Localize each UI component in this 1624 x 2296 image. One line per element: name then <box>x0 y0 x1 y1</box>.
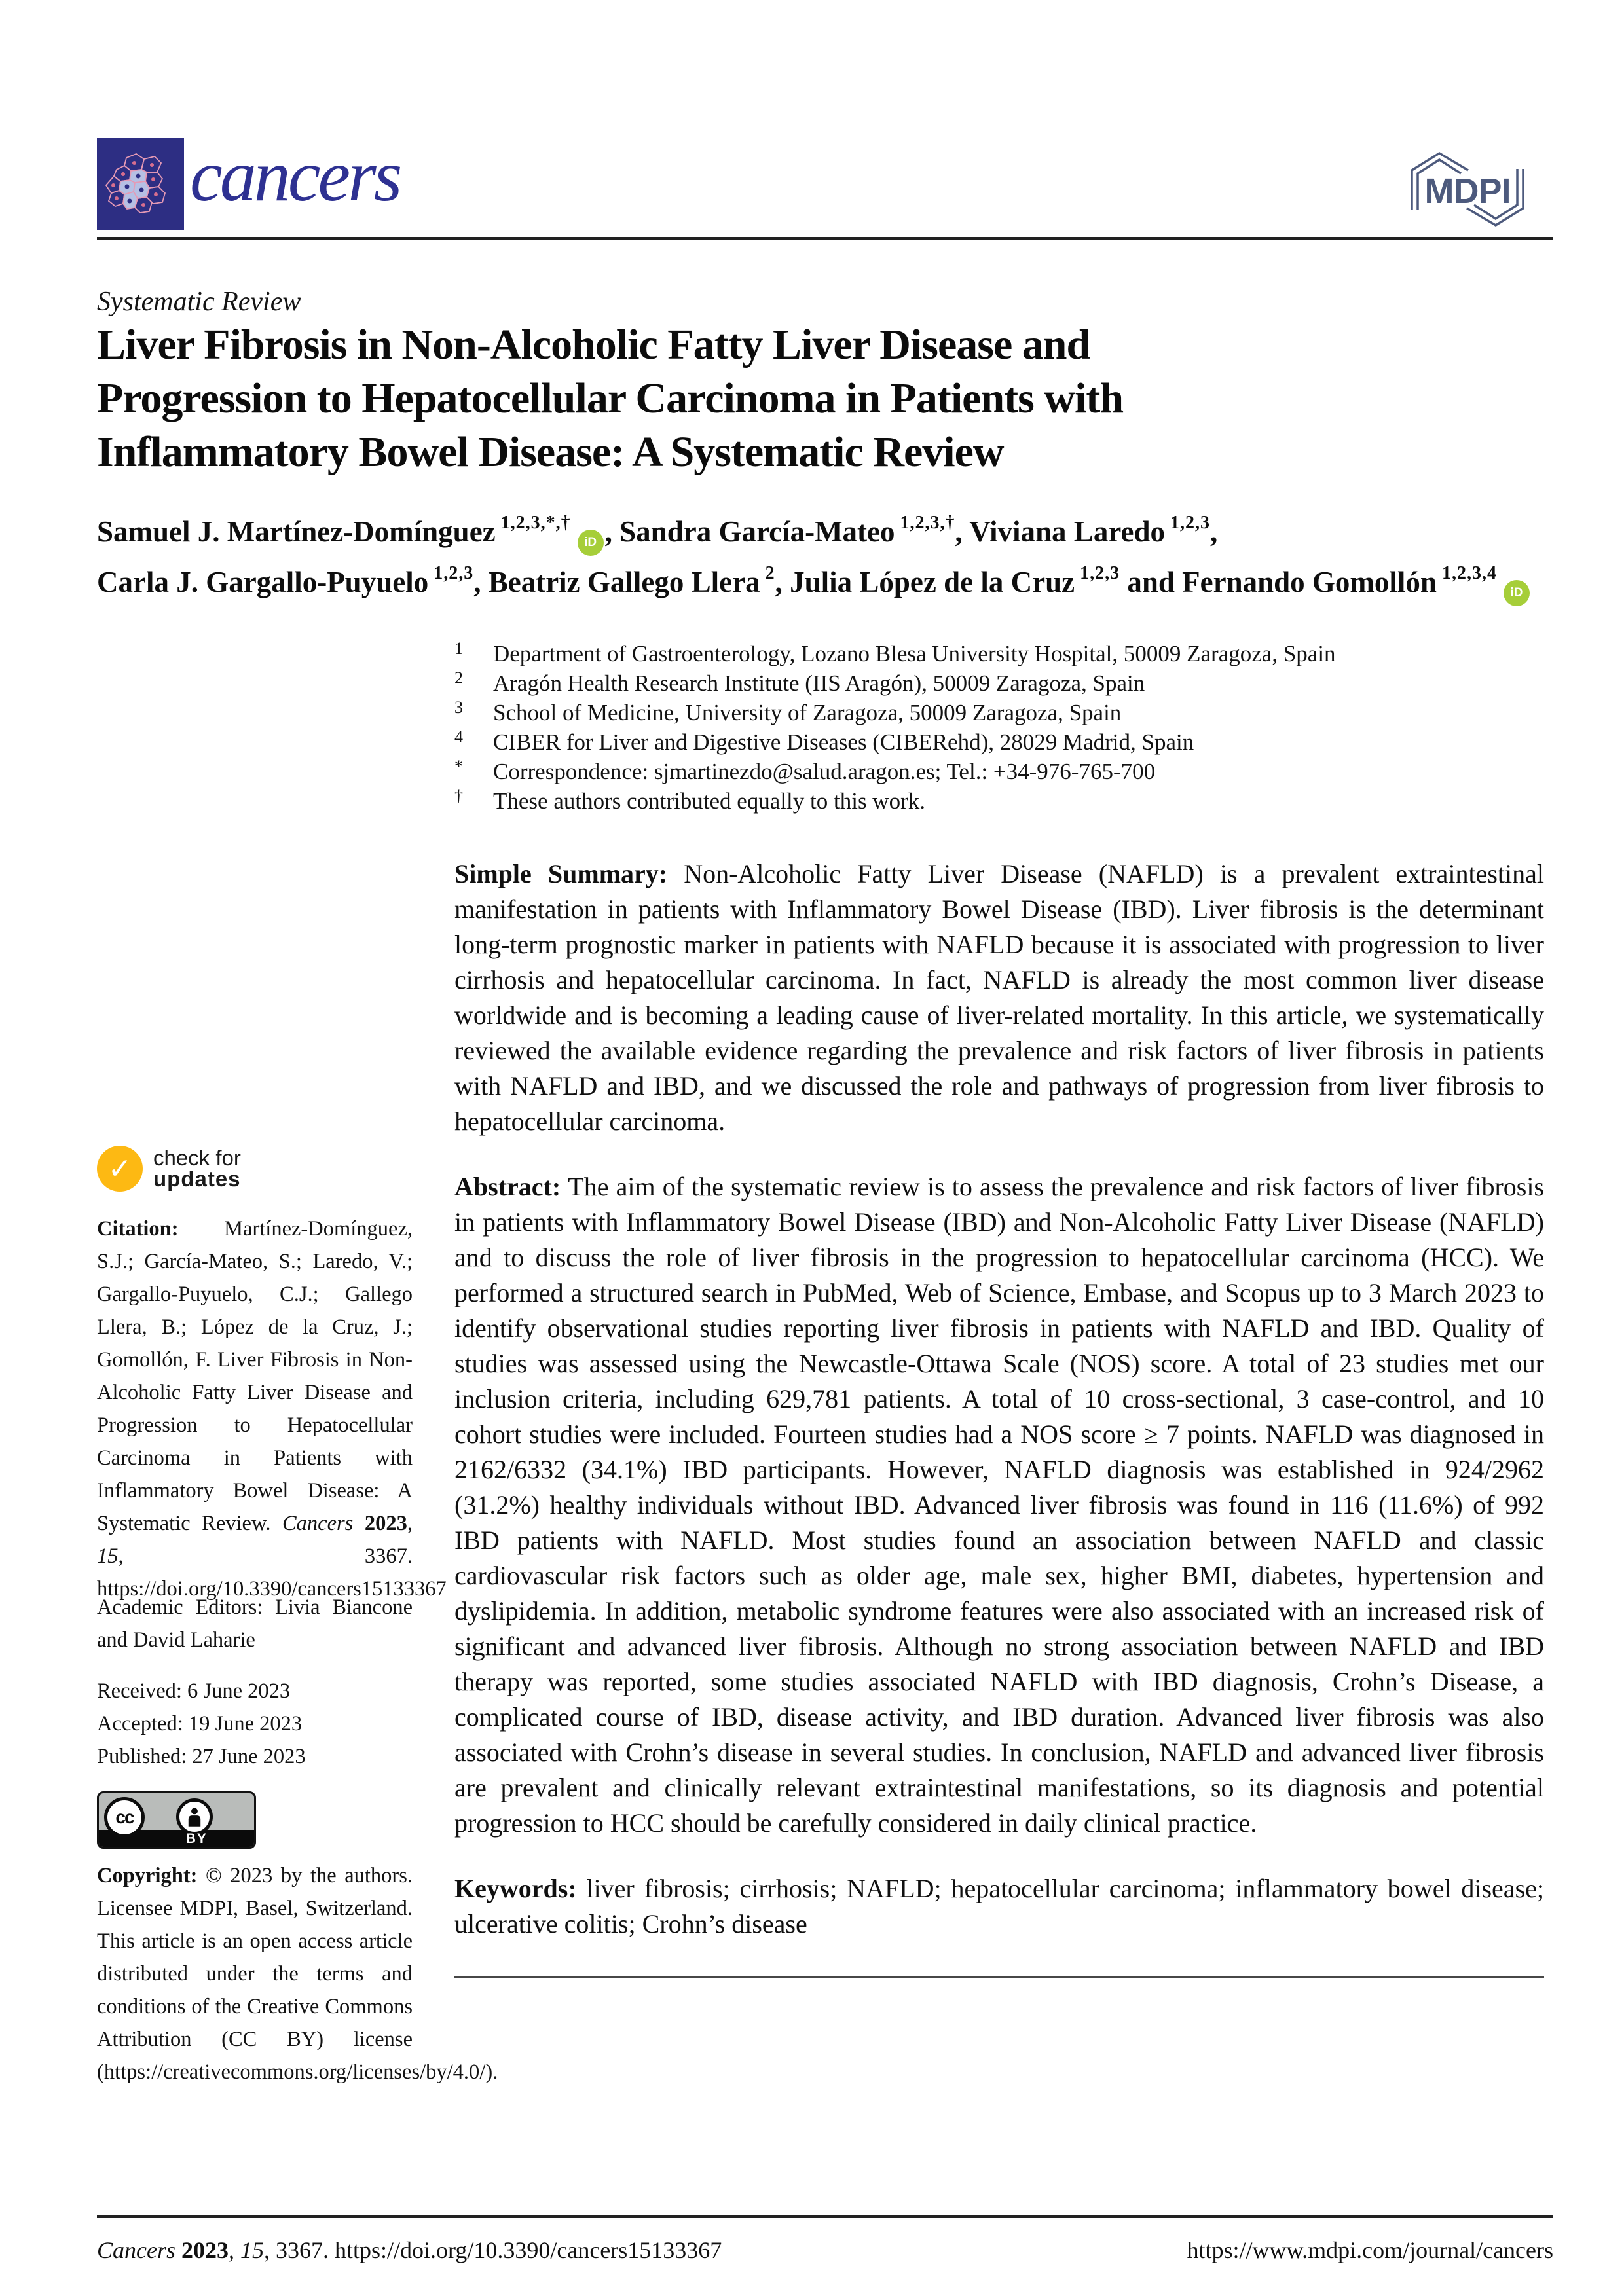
cc-icon: cc <box>104 1797 145 1838</box>
affiliation-marker: 4 <box>454 727 463 746</box>
affiliation-text: CIBER for Liver and Digestive Diseases (CIBERehd), 28029 Madrid, Spain <box>493 729 1194 755</box>
text-segment: Non-Alcoholic Fatty Liver Disease (NAFLD) is a prevalent extraintestinal manifestation in patients with Inflammatory Bowel Disease (IBD). Liver fibrosis is the determinant long-term prognostic marker in patients with NAFLD because it is associated with progression to liver cirrhosis and hepatocellular carcinoma. In fact, NAFLD is already the most common liver disease worldwide and is becoming a leading cause of liver-related mortality. In this article, we systematically reviewed the available evidence regarding the prevalence and risk factors of liver fibrosis in patients with NAFLD and IBD, and we discussed the role and pathways of progression from liver fibrosis to hepatocellular carcinoma. <box>454 859 1544 1136</box>
received-date: Received: 6 June 2023 <box>97 1679 291 1703</box>
affiliation-marker: 3 <box>454 698 463 717</box>
affiliation-row <box>454 757 1555 786</box>
academic-editors: Academic Editors: Livia Biancone and David Laharie <box>97 1595 413 1652</box>
author-affiliation-superscript: 1,2,3 <box>434 563 474 583</box>
text-segment: Abstract: <box>454 1172 568 1201</box>
text-segment: Keywords: <box>454 1874 587 1903</box>
text-segment: Copyright: <box>97 1864 206 1887</box>
title-line: Inflammatory Bowel Disease: A Systematic Review <box>97 428 1004 476</box>
mdpi-logo-text: MDPI <box>1424 172 1511 211</box>
accepted-date: Accepted: 19 June 2023 <box>97 1712 303 1736</box>
check-for-updates-label <box>153 1148 241 1190</box>
author-name: Samuel J. Martínez-Domínguez <box>97 515 496 548</box>
title-line: Liver Fibrosis in Non-Alcoholic Fatty Liver Disease and <box>97 321 1090 369</box>
check-for-updates-button[interactable] <box>97 1146 241 1192</box>
cc-by-label: BY <box>185 1831 208 1846</box>
article-title <box>97 318 1446 479</box>
link-text[interactable]: https://creativecommons.org/licenses/by/4.0/ <box>103 2060 486 2084</box>
author-affiliation-superscript: 1,2,3,*,† <box>500 513 571 533</box>
text-segment: , 3367. <box>118 1544 413 1568</box>
published-date: Published: 27 June 2023 <box>97 1745 306 1768</box>
mdpi-logo <box>1409 151 1526 232</box>
affiliation-marker: † <box>454 786 463 805</box>
journal-wordmark: cancers <box>190 136 400 217</box>
affiliation-text: School of Medicine, University of Zaragoza, 50009 Zaragoza, Spain <box>493 700 1122 725</box>
orcid-icon[interactable]: iD <box>1504 580 1530 606</box>
author-affiliation-superscript: 1,2,3 <box>1170 513 1210 533</box>
check-for-updates-line2: updates <box>153 1167 241 1191</box>
orcid-icon[interactable]: iD <box>578 530 604 556</box>
text-segment: © 2023 by the authors. Licensee MDPI, Basel, Switzerland. This article is an open access article distributed under the terms and conditions of the Creative Commons Attribution (CC BY) license ( <box>97 1864 413 2084</box>
keywords-divider <box>454 1976 1544 1978</box>
author-name: , Sandra García-Mateo <box>604 515 895 548</box>
check-for-updates-line1: check for <box>153 1146 241 1170</box>
history-dates <box>97 1675 413 1773</box>
author-list <box>97 505 1557 606</box>
link-text[interactable]: https://doi.org/10.3390/cancers15133367 <box>335 2237 722 2263</box>
affiliation-marker: 2 <box>454 668 463 687</box>
simple-summary <box>454 856 1544 1139</box>
footer-journal-url[interactable]: https://www.mdpi.com/journal/cancers <box>1187 2237 1553 2263</box>
text-segment: 15 <box>240 2237 264 2263</box>
cancers-journal-logo <box>97 138 184 230</box>
author-name: and Fernando Gomollón <box>1120 566 1437 598</box>
header-divider <box>97 237 1553 240</box>
text-segment: The aim of the systematic review is to assess the prevalence and risk factors of liver fibrosis in patients with Inflammatory Bowel Disease (IBD) and Non-Alcoholic Fatty Liver Disease (NAFLD) and to discuss the role of liver fibrosis in the progression to hepatocellular carcinoma (HCC). We performed a structured search in PubMed, Web of Science, Embase, and Scopus up to 3 March 2023 to identify observational studies reporting liver fibrosis in patients with NAFLD and IBD. Quality of studies was assessed using the Newcastle-Ottawa Scale (NOS) score. A total of 23 studies met our inclusion criteria, including 629,781 patients. A total of 10 cross-sectional, 3 case-control, and 10 cohort studies were included. Fourteen studies had a NOS score ≥ 7 points. NAFLD was diagnosed in 2162/6332 (34.1%) IBD participants. However, NAFLD diagnosis was established in 924/2962 (31.2%) healthy individuals without IBD. Advanced liver fibrosis was found in 116 (11.6%) of 992 IBD patients with NAFLD. Most studies found an association between NAFLD and classic cardiovascular risk factors such as older age, male sex, higher BMI, diabetes, hypertension and dyslipidemia. In addition, metabolic syndrome features were also associated with an increased risk of significant and advanced liver fibrosis. Although no strong association between NAFLD and IBD therapy was reported, some studies associated NAFLD with IBD diagnosis, Crohn’s Disease, a complicated course of IBD, disease activity, and IBD duration. Advanced liver fibrosis was also associated with Crohn’s disease in several studies. In conclusion, NAFLD and advanced liver fibrosis are prevalent and clinically relevant extraintestinal manifestations, so its diagnosis and potential progression to HCC should be carefully considered in daily clinical practice. <box>454 1172 1545 1838</box>
affiliation-text: Aragón Health Research Institute (IIS Aragón), 50009 Zaragoza, Spain <box>493 670 1145 696</box>
text-segment: , 3367. <box>264 2237 335 2263</box>
affiliation-row <box>454 786 1555 816</box>
title-line: Progression to Hepatocellular Carcinoma in Patients with <box>97 374 1124 422</box>
author-name: , Beatriz Gallego Llera <box>473 566 760 598</box>
author-affiliation-superscript: 1,2,3,4 <box>1441 563 1497 583</box>
text-segment: Citation: <box>97 1217 225 1241</box>
keywords <box>454 1871 1544 1942</box>
checkmark-icon: ✓ <box>97 1146 143 1192</box>
link-text[interactable]: https://doi.org/10.3390/cancers15133367 <box>97 1577 447 1601</box>
cells-illustration-icon <box>97 138 184 230</box>
author-name: , Viviana Laredo <box>955 515 1165 548</box>
text-segment: ). <box>485 2060 498 2084</box>
text-segment: Martínez-Domínguez, S.J.; García-Mateo, S.; Laredo, V.; Gargallo-Puyuelo, C.J.; Gallego Llera, B.; López de la Cruz, J.; Gomollón, F. Liver Fibrosis in Non-Alcoholic Fatty Liver Disease and Progression to Hepatocellular Carcinoma in Patients with Inflammatory Bowel Disease: A Systematic Review. <box>97 1217 413 1535</box>
affiliation-text: Department of Gastroenterology, Lozano Blesa University Hospital, 50009 Zaragoza, Spain <box>493 641 1336 666</box>
affiliation-text: These authors contributed equally to this work. <box>493 788 925 814</box>
text-segment: 2023 <box>181 2237 229 2263</box>
text-segment: 2023 <box>364 1512 407 1535</box>
affiliation-marker: 1 <box>454 639 463 658</box>
author-affiliation-superscript: 2 <box>765 563 775 583</box>
affiliation-row <box>454 668 1555 698</box>
author-affiliation-superscript: 1,2,3,† <box>900 513 955 533</box>
person-icon <box>176 1798 213 1835</box>
text-segment: 15 <box>97 1544 119 1568</box>
affiliation-list <box>454 639 1555 816</box>
abstract <box>454 1169 1544 1841</box>
text-segment: , <box>229 2237 240 2263</box>
footer-divider <box>97 2215 1553 2218</box>
text-segment: Cancers <box>97 2237 181 2263</box>
affiliation-row <box>454 639 1555 668</box>
article-type-label: Systematic Review <box>97 287 301 317</box>
author-affiliation-superscript: 1,2,3 <box>1080 563 1120 583</box>
text-segment: liver fibrosis; cirrhosis; NAFLD; hepatocellular carcinoma; inflammatory bowel disease; ulcerative colitis; Crohn’s disease <box>454 1874 1544 1939</box>
cc-by-license-badge[interactable] <box>97 1791 256 1849</box>
affiliation-text: Correspondence: sjmartinezdo@salud.aragon.es; Tel.: +34-976-765-700 <box>493 759 1156 784</box>
citation-block <box>97 1212 447 1605</box>
text-segment: Simple Summary: <box>454 859 684 888</box>
text-segment: Cancers <box>282 1512 365 1535</box>
copyright-block <box>97 1859 498 2088</box>
text-segment: , <box>407 1512 413 1535</box>
author-name: , <box>1210 515 1218 548</box>
affiliation-row <box>454 727 1555 757</box>
affiliation-row <box>454 698 1555 727</box>
author-name: , Julia López de la Cruz <box>775 566 1075 598</box>
footer-citation <box>97 2236 722 2264</box>
affiliation-marker: * <box>454 757 463 776</box>
author-name: Carla J. Gargallo-Puyuelo <box>97 566 429 598</box>
